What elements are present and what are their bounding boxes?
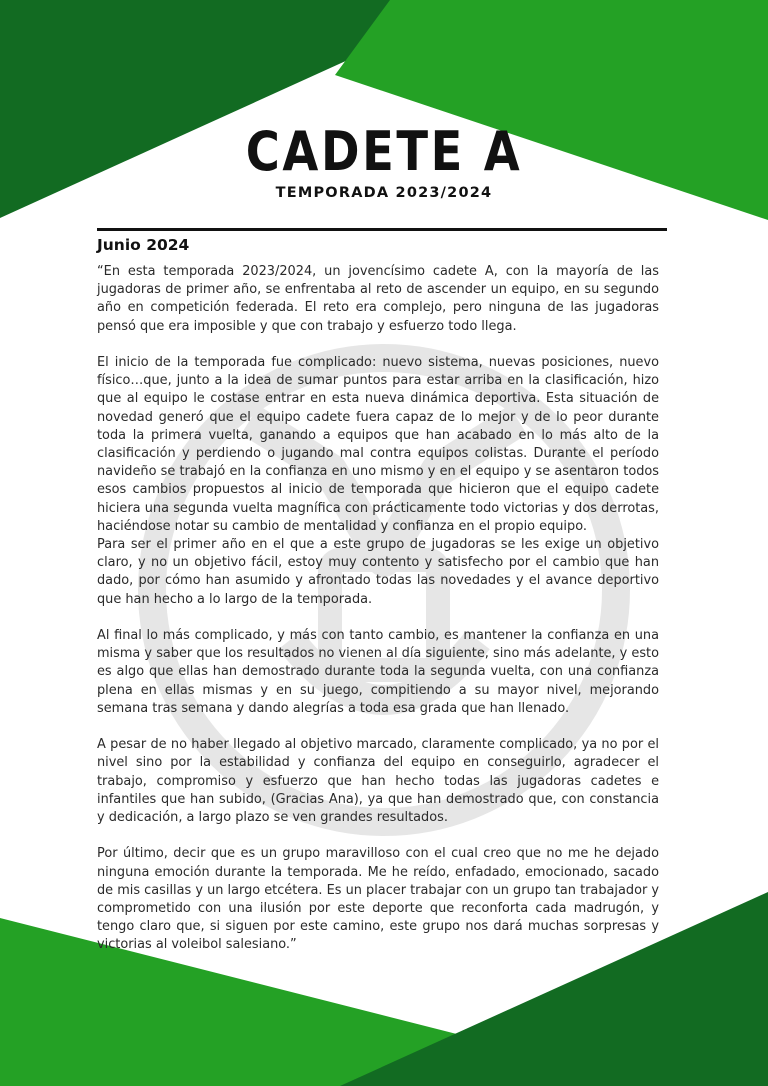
- article-body: [97, 263, 659, 973]
- article-paragraph-2: El inicio de la temporada fue complicado: nuevo sistema, nuevas posiciones, nuevo físico…que, junto a la idea de sumar puntos para estar arriba en la clasificación, hizo que al equipo le costase entrar en esta nueva dinámica deportiva. Esta situación de novedad generó que el equipo cadete fuera capaz de lo mejor y de lo peor durante toda la primera vuelta, ganando a equipos que han acabado en lo más alto de la clasificación y perdiendo o jugando mal contra equipos colistas. Durante el período navideño se trabajó en la confianza en uno mismo y en el equipo y se asentaron todos esos cambios propuestos al inicio de temporada que hicieron que el equipo cadete hiciera una segunda vuelta magnífica con prácticamente todo victorias y dos derrotas, haciéndose notar su cambio de mentalidad y confianza en el propio equipo.: [97, 355, 659, 534]
- article-paragraph-4: Al final lo más complicado, y más con tanto cambio, es mantener la confianza en una misma y saber que los resultados no vienen al día siguiente, sino más adelante, y esto es algo que ellas han demostrado durante toda la segunda vuelta, con una confianza plena en ellas mismas y en su juego, compitiendo a su mayor nivel, mejorando semana tras semana y dando alegrías a toda esa grada que han llenado.: [97, 628, 659, 716]
- article-paragraph-3: Para ser el primer año en el que a este grupo de jugadoras se les exige un objetivo claro, y no un objetivo fácil, estoy muy contento y satisfecho por el cambio que han dado, por cómo han asumido y afrontado todas las novedades y el avance deportivo que han hecho a lo largo de la temporada.: [97, 537, 659, 607]
- page-title: CADETE A: [245, 120, 523, 183]
- article-date: Junio 2024: [97, 236, 190, 254]
- article-paragraph-5: A pesar de no haber llegado al objetivo marcado, claramente complicado, ya no por el nivel sino por la estabilidad y confianza del equipo en conseguirlo, agradecer el trabajo, compromiso y esfuerzo que han hecho todas las jugadoras cadetes e infantiles que han subido, (Gracias Ana), ya que han demostrado que, con constancia y dedicación, a largo plazo se ven grandes resultados.: [97, 737, 659, 826]
- season-subtitle: TEMPORADA 2023/2024: [275, 185, 493, 201]
- article-paragraph-6: Por último, decir que es un grupo maravilloso con el cual creo que no me he dejado ninguna emoción durante la temporada. Me he reído, enfadado, emocionado, sacado de mis casillas y un largo etcétera. Es un placer trabajar con un grupo tan trabajador y comprometido con una ilusión por este deporte que reconforta cada madrugón, y tengo claro que, si siguen por este camino, este grupo nos dará muchas sorpresas y victorias al voleibol salesiano.”: [97, 846, 659, 953]
- article-paragraph-1: “En esta temporada 2023/2024, un jovencísimo cadete A, con la mayoría de las jugadoras de primer año, se enfrentaba al reto de ascender un equipo, en su segundo año en competición federada. El reto era complejo, pero ninguna de las jugadoras pensó que era imposible y que con trabajo y esfuerzo todo llega.: [97, 264, 659, 334]
- header-divider: [97, 228, 667, 231]
